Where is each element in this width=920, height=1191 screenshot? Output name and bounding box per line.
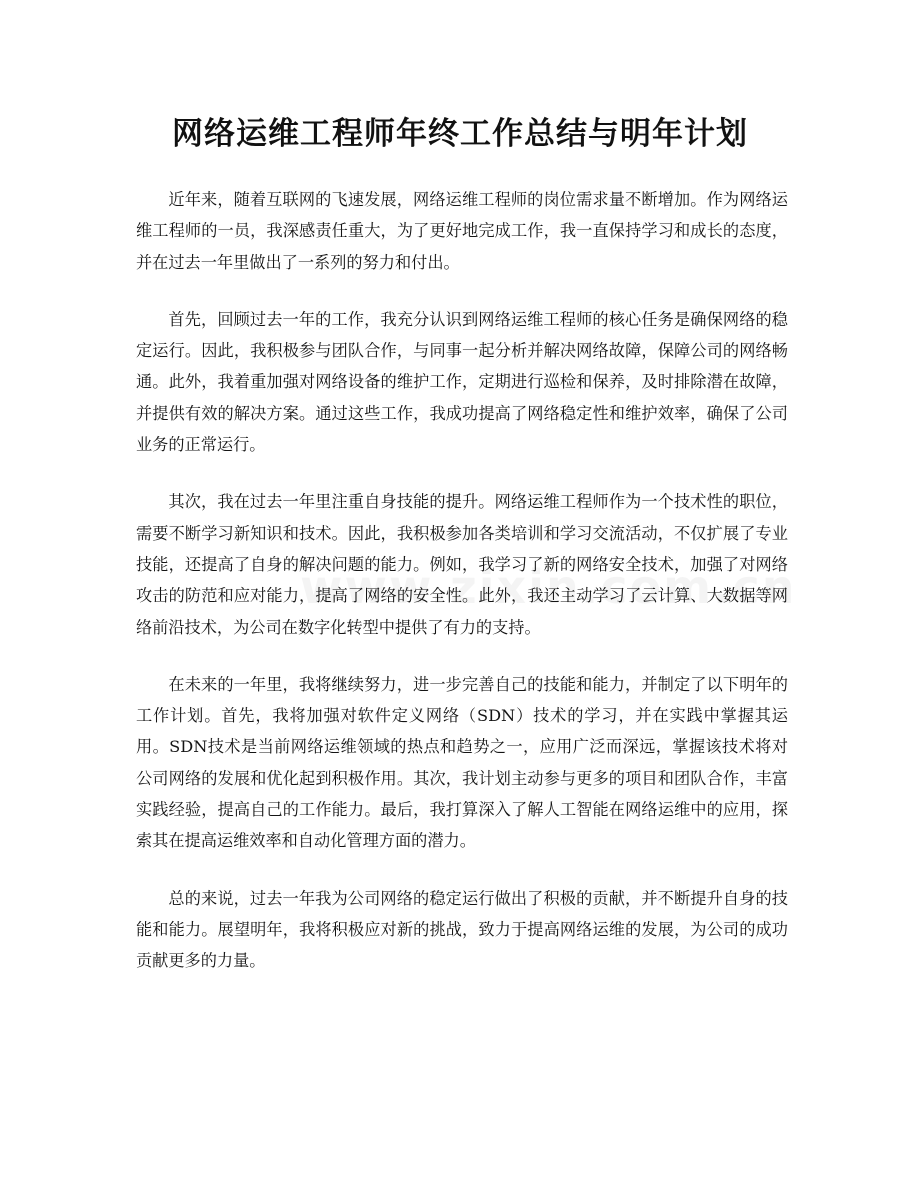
paragraph-skills: 其次，我在过去一年里注重自身技能的提升。网络运维工程师作为一个技术性的职位，需要不断学习新知识和技术。因此，我积极参加各类培训和学习交流活动，不仅扩展了专业技能，还提高了自身的解决问题的能力。例如，我学习了新的网络安全技术，加强了对网络攻击的防范和应对能力，提高了网络的安全性。此外，我还主动学习了云计算、大数据等网络前沿技术，为公司在数字化转型中提供了有力的支持。 (136, 492, 788, 637)
document-title: 网络运维工程师年终工作总结与明年计划 (172, 116, 748, 152)
paragraph-summary: 总的来说，过去一年我为公司网络的稳定运行做出了积极的贡献，并不断提升自身的技能和能力。展望明年，我将积极应对新的挑战，致力于提高网络运维的发展，为公司的成功贡献更多的力量。 (136, 888, 788, 971)
paragraph-review: 首先，回顾过去一年的工作，我充分认识到网络运维工程师的核心任务是确保网络的稳定运行。因此，我积极参与团队合作，与同事一起分析并解决网络故障，保障公司的网络畅通。此外，我着重加强对网络设备的维护工作，定期进行巡检和保养，及时排除潜在故障，并提供有效的解决方案。通过这些工作，我成功提高了网络稳定性和维护效率，确保了公司业务的正常运行。 (136, 309, 788, 455)
document-body (136, 184, 788, 1003)
paragraph-intro: 近年来，随着互联网的飞速发展，网络运维工程师的岗位需求量不断增加。作为网络运维工程师的一员，我深感责任重大，为了更好地完成工作，我一直保持学习和成长的态度，并在过去一年里做出了一系列的努力和付出。 (136, 190, 788, 272)
paragraph-plan: 在未来的一年里，我将继续努力，进一步完善自己的技能和能力，并制定了以下明年的工作计划。首先，我将加强对软件定义网络（SDN）技术的学习，并在实践中掌握其运用。SDN技术是当前网络运维领域的热点和趋势之一，应用广泛而深远，掌握该技术将对公司网络的发展和优化起到积极作用。其次，我计划主动参与更多的项目和团队合作，丰富实践经验，提高自己的工作能力。最后，我打算深入了解人工智能在网络运维中的应用，探索其在提高运维效率和自动化管理方面的潜力。 (136, 674, 788, 851)
